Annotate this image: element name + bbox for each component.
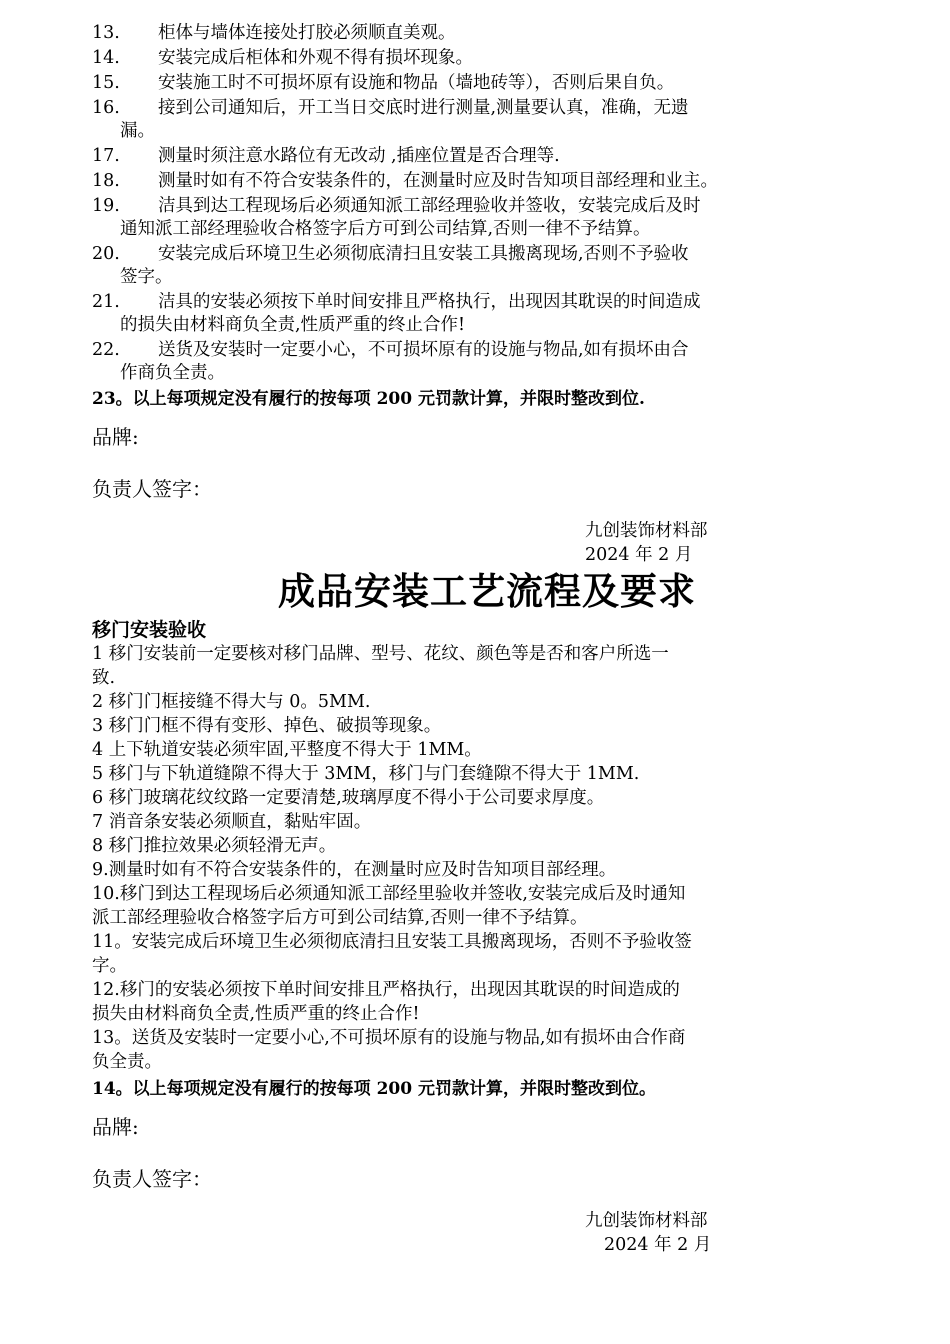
section2-list [92, 643, 862, 1074]
penalty-clause: 14。以上每项规定没有履行的按每项 200 元罚款计算，并限时整改到位。 [92, 1079, 656, 1099]
item-number: 14. [92, 48, 120, 68]
item-number: 15. [92, 73, 120, 93]
item-number: 16. [92, 98, 120, 118]
item-number: 21. [92, 292, 120, 312]
section1-list [92, 22, 862, 385]
list-line: 4 上下轨道安装必须牢固,平整度不得大于 1MM。 [92, 740, 482, 760]
list-line: 3 移门门框不得有变形、掉色、破损等现象。 [92, 716, 442, 736]
list-line: 1 移门安装前一定要核对移门品牌、型号、花纹、颜色等是否和客户所选一 [92, 644, 669, 664]
item-continuation: 的损失由材料商负全责,性质严重的终止合作! [120, 315, 466, 335]
item-number: 19. [92, 196, 120, 216]
signature-label: 负责人签字： [92, 477, 212, 501]
item-text: 洁具到达工程现场后必须通知派工部经理验收并签收，安装完成后及时 [158, 196, 701, 216]
item-text: 洁具的安装必须按下单时间安排且严格执行，出现因其耽误的时间造成 [158, 292, 701, 312]
brand-label: 品牌: [92, 425, 139, 449]
item-text: 测量时须注意水路位有无改动 ,插座位置是否合理等. [158, 146, 560, 166]
list-line: 负全责。 [92, 1052, 162, 1072]
list-item [92, 72, 862, 95]
section-heading: 移门安装验收 [92, 619, 207, 641]
item-number: 17. [92, 146, 120, 166]
list-line: 2 移门门框接缝不得大与 0。5MM. [92, 692, 371, 712]
item-text: 安装完成后环境卫生必须彻底清扫且安装工具搬离现场,否则不予验收 [158, 244, 689, 264]
item-number: 18. [92, 171, 120, 191]
item-continuation: 漏。 [120, 121, 155, 141]
list-line: 5 移门与下轨道缝隙不得大于 3MM，移门与门套缝隙不得大于 1MM. [92, 764, 640, 784]
item-continuation: 作商负全责。 [120, 363, 225, 383]
item-text: 测量时如有不符合安装条件的，在测量时应及时告知项目部经理和业主。 [158, 171, 718, 191]
item-text: 安装完成后柜体和外观不得有损坏现象。 [158, 48, 473, 68]
item-text: 安装施工时不可损坏原有设施和物品（墙地砖等），否则后果自负。 [158, 73, 675, 93]
list-line: 13。送货及安装时一定要小心,不可损坏原有的设施与物品,如有损坏由合作商 [92, 1028, 686, 1048]
list-item [92, 145, 862, 168]
item-number: 13. [92, 23, 120, 43]
item-text: 送货及安装时一定要小心，不可损坏原有的设施与物品,如有损坏由合 [158, 340, 689, 360]
list-item [92, 170, 862, 193]
list-line: 损失由材料商负全责,性质严重的终止合作! [92, 1004, 420, 1024]
department-name: 九创装饰材料部 [585, 1211, 708, 1231]
page-title: 成品安装工艺流程及要求 [278, 569, 696, 613]
signature-label: 负责人签字： [92, 1167, 212, 1191]
list-item [92, 97, 862, 143]
department-name: 九创装饰材料部 [585, 521, 708, 541]
penalty-clause: 23。以上每项规定没有履行的按每项 200 元罚款计算，并限时整改到位. [92, 389, 645, 409]
document-page [92, 22, 862, 1257]
list-line: 致. [92, 668, 116, 688]
list-line: 9.测量时如有不符合安装条件的，在测量时应及时告知项目部经理。 [92, 860, 617, 880]
document-date: 2024 年 2 月 [585, 545, 693, 565]
list-line: 字。 [92, 956, 127, 976]
list-line: 8 移门推拉效果必须轻滑无声。 [92, 836, 337, 856]
document-date: 2024 年 2 月 [604, 1235, 712, 1255]
list-item [92, 339, 862, 385]
list-item [92, 22, 862, 45]
list-line: 12.移门的安装必须按下单时间安排且严格执行，出现因其耽误的时间造成的 [92, 980, 680, 1000]
list-item [92, 291, 862, 337]
item-continuation: 通知派工部经理验收合格签字后方可到公司结算,否则一律不予结算。 [120, 219, 651, 239]
list-item [92, 195, 862, 241]
list-item [92, 47, 862, 70]
list-line: 11。安装完成后环境卫生必须彻底清扫且安装工具搬离现场，否则不予验收签 [92, 932, 692, 952]
list-item [92, 243, 862, 289]
list-line: 10.移门到达工程现场后必须通知派工部经里验收并签收,安装完成后及时通知 [92, 884, 686, 904]
list-line: 6 移门玻璃花纹纹路一定要清楚,玻璃厚度不得小于公司要求厚度。 [92, 788, 605, 808]
item-text: 柜体与墙体连接处打胶必须顺直美观。 [158, 23, 456, 43]
list-line: 派工部经理验收合格签字后方可到公司结算,否则一律不予结算。 [92, 908, 588, 928]
brand-label: 品牌: [92, 1115, 139, 1139]
item-number: 22. [92, 340, 120, 360]
list-line: 7 消音条安装必须顺直，黏贴牢固。 [92, 812, 372, 832]
item-continuation: 签字。 [120, 267, 173, 287]
item-text: 接到公司通知后，开工当日交底时进行测量,测量要认真，准确，无遗 [158, 98, 689, 118]
item-number: 20. [92, 244, 120, 264]
